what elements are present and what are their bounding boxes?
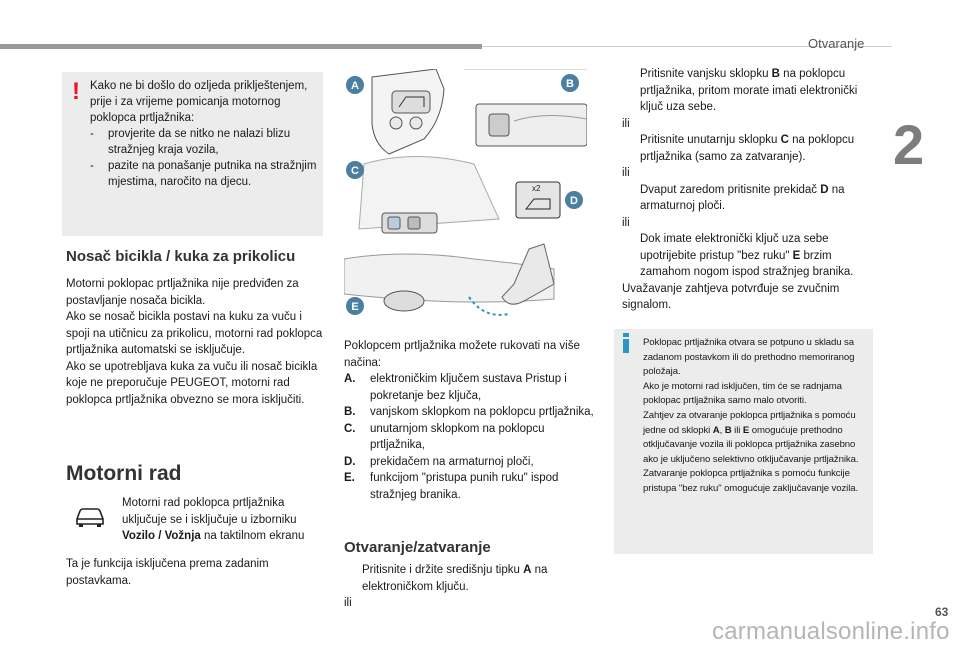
bike-paragraph: Ako se nosač bicikla postavi na kuku za vuču i spoji na utičnicu za prikolicu, motorni rad poklopca prtljažnika automatski se isključuje. (66, 311, 323, 356)
mode-item: E. funkcijom "pristupa punih ruku" ispod stražnjeg branika. (344, 472, 559, 501)
label-e (346, 297, 364, 315)
info-paragraph: Poklopac prtljažnika otvara se potpuno u skladu sa zadanom postavkom ili do prethodno memoriranog položaja. (643, 337, 855, 378)
mode-item: A. elektroničkim ključem sustava Pristup i pokretanje bez ključa, (344, 373, 567, 402)
mode-item: D. prekidačem na armaturnoj ploči, (344, 455, 534, 468)
bike-paragraph: Ako se upotrebljava kuka za vuču ili nosač bicikla koje ne preporučuje PEUGEOT, motorni rad poklopca prtljažnika obvezno se mora isključiti. (66, 360, 318, 406)
label-b (561, 74, 579, 92)
key-label: x2 (532, 184, 541, 193)
svg-text:A: A (351, 80, 359, 92)
watermark: carmanualsonline.info (712, 618, 950, 645)
info-paragraph: Ako je motorni rad isključen, tim će se radnjama poklopac prtljažnika samo malo otvoriti. (643, 380, 842, 407)
or-text: ili (622, 167, 630, 179)
mode-item: C. unutarnjom sklopkom na poklopcu prtljažnika, (344, 422, 545, 451)
motor-paragraph: Ta je funkcija isključena prema zadanim postavkama. (66, 558, 269, 587)
svg-text:B: B (566, 78, 574, 90)
info-text (643, 336, 871, 497)
label-c (346, 161, 364, 179)
step-item: Pritisnite vanjsku sklopku B na poklopcu prtljažnika, pritom morate imati elektronički ključ uza sebe. (640, 68, 858, 113)
or-text: ili (344, 597, 352, 609)
open-close-heading: Otvaranje/zatvaranje (344, 539, 491, 556)
svg-text:C: C (351, 165, 359, 177)
step-item: Pritisnite i držite središnju tipku A na elektroničkom ključu. (362, 564, 548, 593)
warning-intro: Kako ne bi došlo do ozljeda priklještenjem, prije i za vrijeme pomicanja motornog poklopca prtljažnika: (90, 80, 308, 124)
mode-item: B. vanjskom sklopkom na poklopcu prtljažnika, (344, 406, 594, 418)
or-text: ili (622, 216, 630, 229)
tailgate-controls-illustration (344, 69, 587, 322)
info-paragraph: Zatvaranje poklopca prtljažnika s pomoću funkcije pristupa "bez ruku" omogućuje zaključavanje vozila. (643, 468, 859, 494)
confirm-text: Uvažavanje zahtjeva potvrđuje se zvučnim signalom. (622, 282, 840, 311)
page-number: 63 (935, 605, 949, 619)
open-close-start (344, 562, 594, 612)
chapter-number: 2 (893, 113, 925, 176)
step-item: Dok imate elektronički ključ uza sebe upotrijebite pristup "bez ruku" E brzim zamahom nogom ispod stražnjeg branika. (640, 233, 854, 278)
modes-intro: Poklopcem prtljažnika možete rukovati na više načina: (344, 340, 580, 369)
chapter-title: Otvaranje (808, 36, 865, 51)
svg-text:D: D (570, 195, 578, 207)
or-text: ili (622, 117, 630, 130)
label-d (565, 191, 583, 209)
info-paragraph: Zahtjev za otvaranje poklopca prtljažnika s pomoću jedne od sklopki A, B ili E omogućuje prethodno otključavanje vozila ili poklopca prtljažnika zasebno ako je uključeno selektivno otključavanje prtljažnika. (643, 409, 859, 465)
modes-list (344, 338, 594, 503)
warning-item: - pazite na ponašanje putnika na stražnjim mjestima, naročito na djecu. (90, 160, 317, 188)
motor-heading: Motorni rad (66, 462, 182, 485)
open-close-steps (622, 66, 872, 314)
step-item: Pritisnite unutarnju sklopku C na poklopcu prtljažnika (samo za zatvaranje). (640, 134, 855, 163)
label-a (346, 76, 364, 94)
svg-text:E: E (351, 301, 359, 313)
car-settings-icon (74, 506, 106, 528)
motor-icon-text: Motorni rad poklopca prtljažnika uključuje se i isključuje u izborniku Vozilo / Vožnja na taktilnom ekranu (122, 497, 305, 542)
step-item: Dvaput zaredom pritisnite prekidač D na armaturnoj ploči. (640, 183, 845, 212)
bike-text (66, 276, 324, 408)
warning-item: - provjerite da se nitko ne nalazi blizu stražnjeg kraja vozila, (90, 128, 291, 156)
warning-text (90, 78, 322, 190)
header-bar (0, 44, 482, 49)
info-icon (623, 333, 629, 353)
bike-paragraph: Motorni poklopac prtljažnika nije predviđen za postavljanje nosača bicikla. (66, 278, 299, 307)
bike-heading: Nosač bicikla / kuka za prikolicu (66, 248, 296, 265)
warning-icon: ! (72, 78, 80, 105)
